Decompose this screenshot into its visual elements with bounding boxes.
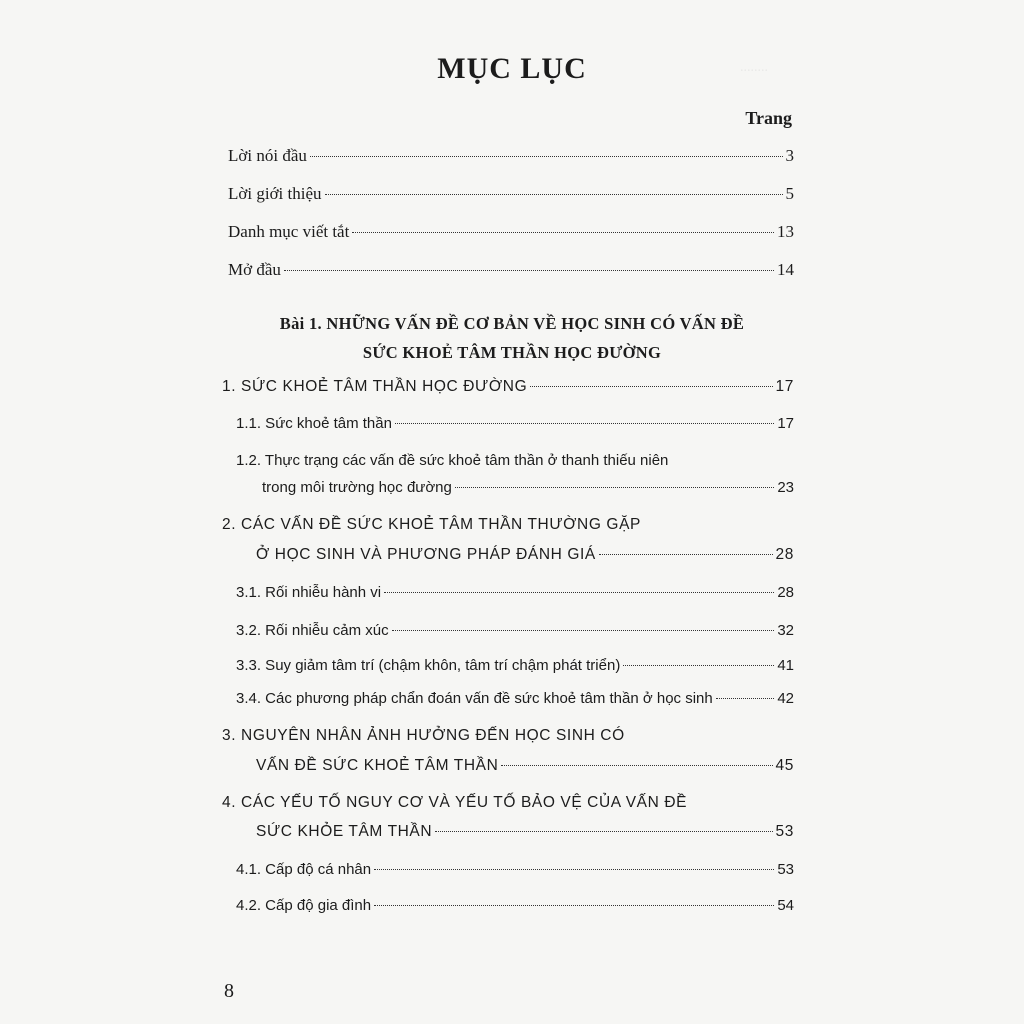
- toc-entry[interactable]: Lời giới thiệu 5: [228, 184, 794, 203]
- toc-entry-line1: 4. CÁC YẾU TỐ NGUY CƠ VÀ YẾU TỐ BẢO VỆ CỦA VẤN ĐỀ: [222, 794, 688, 811]
- toc-entry[interactable]: VẤN ĐỀ SỨC KHOẺ TÂM THẦN 45: [256, 757, 794, 774]
- toc-entry-line1: 3. NGUYÊN NHÂN ẢNH HƯỞNG ĐẾN HỌC SINH CÓ: [222, 727, 625, 744]
- toc-entry[interactable]: trong môi trường học đường 23: [262, 479, 794, 496]
- toc-entry[interactable]: Ở HỌC SINH VÀ PHƯƠNG PHÁP ĐÁNH GIÁ 28: [256, 546, 794, 563]
- toc-entry[interactable]: 3.2. Rối nhiễu cảm xúc 32: [236, 622, 794, 639]
- toc-entry[interactable]: 4.1. Cấp độ cá nhân 53: [236, 861, 794, 878]
- toc-entry[interactable]: 3.4. Các phương pháp chẩn đoán vấn đề sức khoẻ tâm thần ở học sinh 42: [236, 690, 794, 707]
- chapter-heading-line2: SỨC KHOẺ TÂM THẦN HỌC ĐƯỜNG: [362, 343, 662, 362]
- toc-entry[interactable]: 3.1. Rối nhiễu hành vi 28: [236, 584, 794, 601]
- page-title: MỤC LỤC: [437, 52, 587, 85]
- toc-entry[interactable]: 4.2. Cấp độ gia đình 54: [236, 897, 794, 914]
- chapter-heading-line1: Bài 1. NHỮNG VẤN ĐỀ CƠ BẢN VỀ HỌC SINH CÓ VẤN ĐỀ: [279, 314, 745, 333]
- toc-page: ........ MỤC LỤC Trang Lời nói đầu 3 Lời giới thiệu 5 Danh mục viết tắt 13 Mở đầu 14 Bài 1. NHỮNG VẤN ĐỀ CƠ BẢN VỀ HỌC SINH CÓ VẤN ĐỀ SỨC KHOẺ TÂM THẦN HỌC ĐƯỜNG 1. SỨC KHOẺ TÂM THẦN HỌC ĐƯỜNG 17 1.1. Sức khoẻ tâm thần 17 1.2. Thực trạng các vấn đề sức khoẻ tâm thần ở thanh thiếu niên trong môi trường học đường 23 2. CÁC VẤN ĐỀ SỨC KHOẺ TÂM THẦN THƯỜNG GẶP Ở HỌC SINH VÀ PHƯƠNG PHÁP ĐÁNH GIÁ 28 3.1. Rối nhiễu hành vi 28 3.2. Rối nhiễu cảm xúc 32 3.3. Suy giảm tâm trí (chậm khôn, tâm trí chậm phát triển) 41 3.4. Các phương pháp chẩn đoán vấn đề sức khoẻ tâm thần ở học sinh 42 3. NGUYÊN NHÂN ẢNH HƯỞNG ĐẾN HỌC SINH CÓ VẤN ĐỀ SỨC KHOẺ TÂM THẦN 45 4. CÁC YẾU TỐ NGUY CƠ VÀ YẾU TỐ BẢO VỆ CỦA VẤN ĐỀ SỨC KHỎE TÂM THẦN 53 4.1. Cấp độ cá nhân 53 4.2. Cấp độ gia đình 54 8: [0, 0, 1024, 1024]
- toc-entry[interactable]: Mở đầu 14: [228, 260, 794, 279]
- toc-entry-line1: 1.2. Thực trạng các vấn đề sức khoẻ tâm thần ở thanh thiếu niên: [236, 452, 669, 469]
- page-number: 8: [224, 980, 234, 1002]
- toc-entry[interactable]: Lời nói đầu 3: [228, 146, 794, 165]
- toc-entry[interactable]: 3.3. Suy giảm tâm trí (chậm khôn, tâm trí chậm phát triển) 41: [236, 657, 794, 674]
- toc-entry[interactable]: 1. SỨC KHOẺ TÂM THẦN HỌC ĐƯỜNG 17: [222, 378, 794, 395]
- page-column-header: Trang: [745, 108, 792, 128]
- toc-entry[interactable]: 1.1. Sức khoẻ tâm thần 17: [236, 415, 794, 432]
- toc-entry-line1: 2. CÁC VẤN ĐỀ SỨC KHOẺ TÂM THẦN THƯỜNG GẶP: [222, 516, 641, 533]
- toc-entry[interactable]: Danh mục viết tắt 13: [228, 222, 794, 241]
- toc-entry[interactable]: SỨC KHỎE TÂM THẦN 53: [256, 823, 794, 840]
